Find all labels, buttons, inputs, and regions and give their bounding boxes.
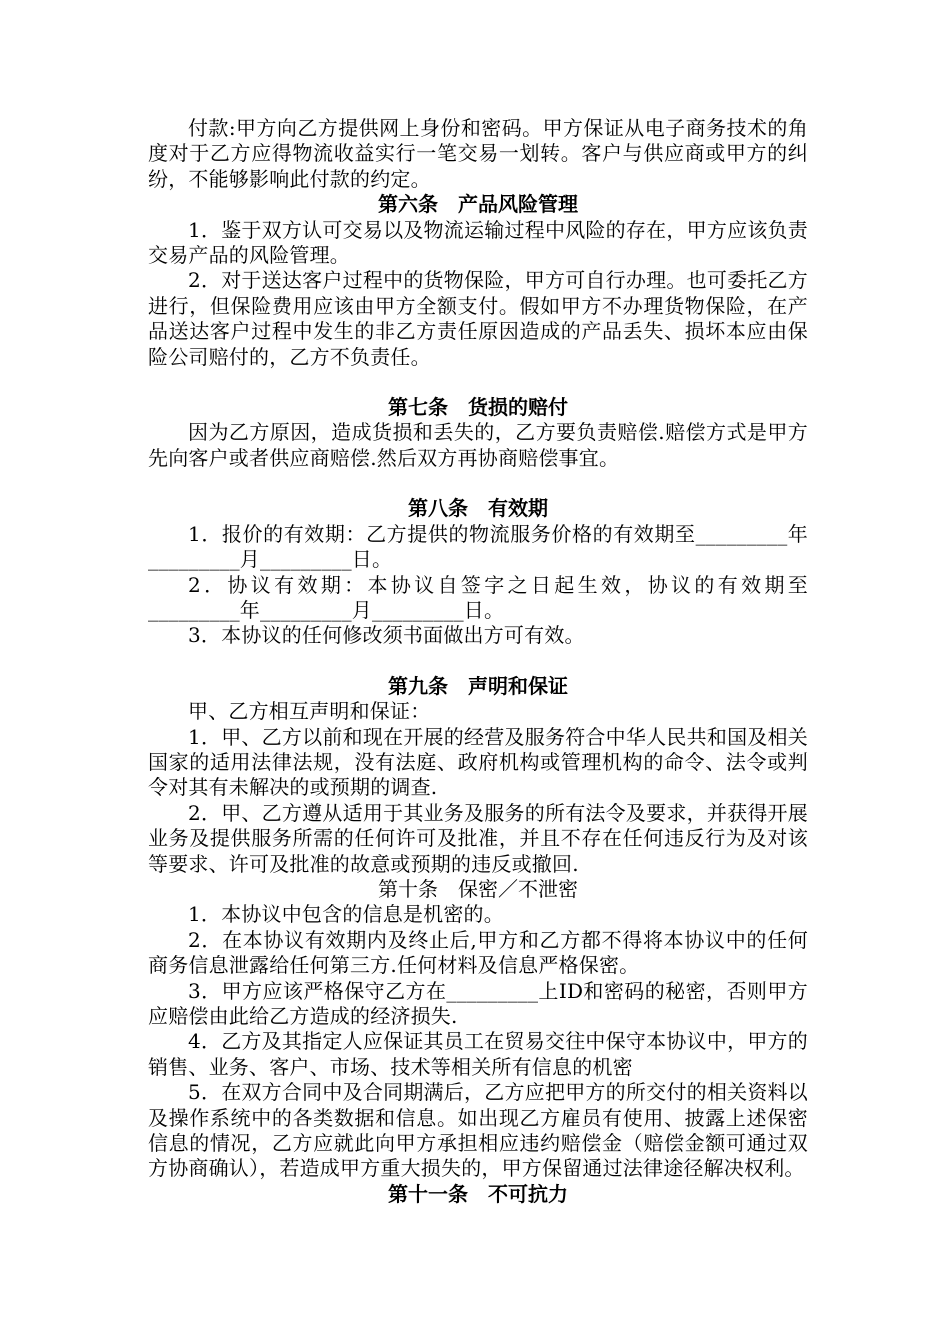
article-10-clause-4: 4．乙方及其指定人应保证其员工在贸易交往中保守本协议中，甲方的销售、业务、客户、市场、技术等相关所有信息的机密 [148,1029,808,1079]
article-7-heading: 第七条 货损的赔付 [388,395,568,420]
payment-paragraph: 付款:甲方向乙方提供网上身份和密码。甲方保证从电子商务技术的角度对于乙方应得物流收益实行一笔交易一划转。客户与供应商或甲方的纠纷，不能够影响此付款的约定。 [148,116,808,191]
article-8-heading: 第八条 有效期 [408,496,548,521]
article-9-intro: 甲、乙方相互声明和保证： [188,699,431,724]
spacer [148,471,808,496]
article-6-clause-1: 1．鉴于双方认可交易以及物流运输过程中风险的存在，甲方应该负责交易产品的风险管理。 [148,217,808,268]
article-10-heading: 第十条 保密／不泄密 [378,876,578,901]
article-7-clause-1: 因为乙方原因，造成货损和丢失的，乙方要负责赔偿.赔偿方式是甲方先向客户或者供应商赔偿.然后双方再协商赔偿事宜。 [148,420,808,470]
document-page [148,116,808,1207]
article-10-clause-3: 3．甲方应该严格保守乙方在_________上ID和密码的秘密，否则甲方应赔偿由此给乙方造成的经济损失. [148,978,808,1028]
spacer [148,370,808,395]
article-11-heading: 第十一条 不可抗力 [388,1181,568,1206]
article-6-heading: 第六条 产品风险管理 [378,192,578,217]
article-6-clause-2: 2．对于送达客户过程中的货物保险，甲方可自行办理。也可委托乙方进行，但保险费用应该由甲方全额支付。假如甲方不办理货物保险，在产品送达客户过程中发生的非乙方责任原因造成的产品丢失、损坏本应由保险公司赔付的，乙方不负责任。 [148,268,808,369]
article-10-clause-2: 2．在本协议有效期内及终止后,甲方和乙方都不得将本协议中的任何商务信息泄露给任何第三方.任何材料及信息严格保密。 [148,927,808,978]
article-10-clause-1: 1．本协议中包含的信息是机密的。 [188,902,504,927]
article-10-clause-5: 5．在双方合同中及合同期满后，乙方应把甲方的所交付的相关资料以及操作系统中的各类数据和信息。如出现乙方雇员有使用、披露上述保密信息的情况，乙方应就此向甲方承担相应违约赔偿金（赔偿金额可通过双方协商确认），若造成甲方重大损失的，甲方保留通过法律途径解决权利。 [148,1080,808,1181]
article-8-clause-3: 3．本协议的任何修改须书面做出方可有效。 [188,623,585,648]
article-8-clause-2: 2．协议有效期：本协议自签字之日起生效，协议的有效期至_________年_________月_________日。 [148,572,808,622]
article-9-clause-1: 1．甲、乙方以前和现在开展的经营及服务符合中华人民共和国及相关国家的适用法律法规，没有法庭、政府机构或管理机构的命令、法令或判令对其有未解决的或预期的调查. [148,724,808,800]
article-8-clause-1: 1．报价的有效期：乙方提供的物流服务价格的有效期至_________年_________月_________日。 [148,521,808,572]
article-9-clause-2: 2．甲、乙方遵从适用于其业务及服务的所有法令及要求，并获得开展业务及提供服务所需的任何许可及批准，并且不存在任何违反行为及对该等要求、许可及批准的故意或预期的违反或撤回. [148,800,808,876]
article-9-heading: 第九条 声明和保证 [388,673,568,698]
spacer [148,649,808,674]
